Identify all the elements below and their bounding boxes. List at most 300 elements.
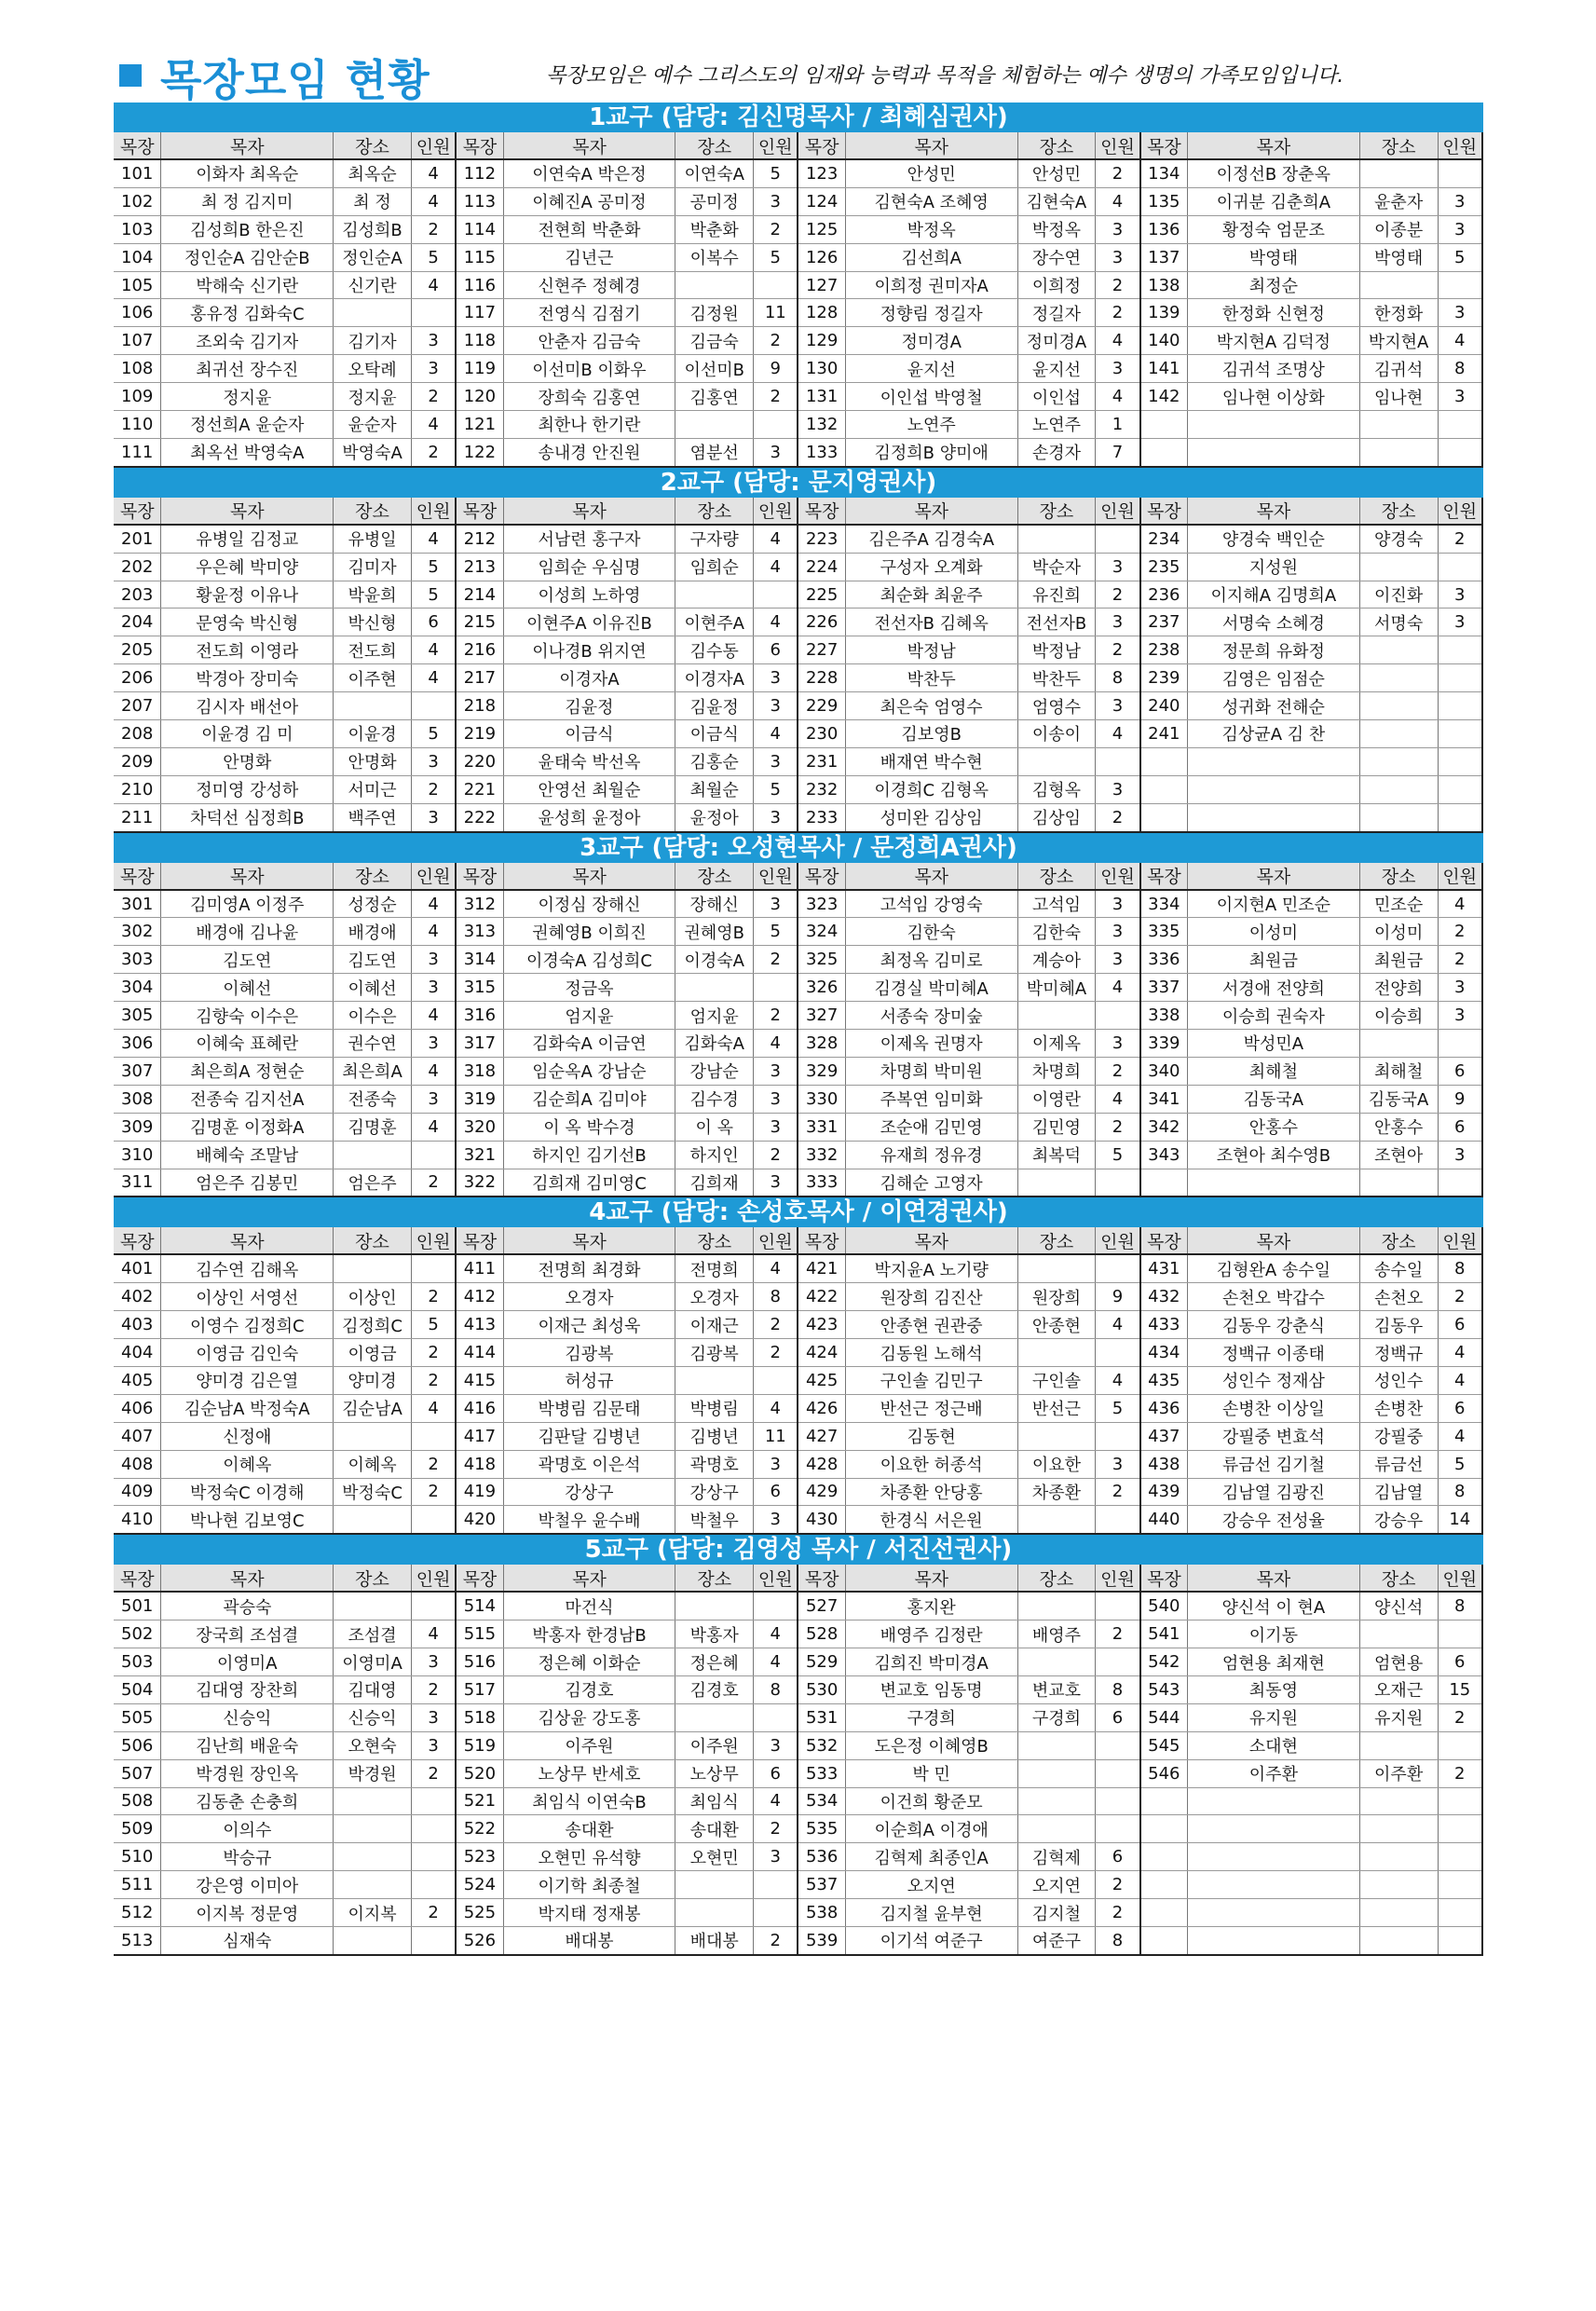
cell-meeting-place: 이영금 [334, 1339, 412, 1367]
cell-meeting-place: 정지윤 [334, 383, 412, 411]
cell-group-number: 315 [456, 974, 503, 1002]
cell-member-count [1438, 553, 1482, 581]
cell-member-count: 4 [754, 720, 798, 748]
cell-leaders: 이요한 허종석 [845, 1450, 1017, 1478]
cell-leaders: 곽명호 이은석 [503, 1450, 675, 1478]
cell-group-number: 141 [1140, 355, 1188, 383]
cell-group-number: 212 [456, 525, 503, 553]
district-banner: 2교구 (담당: 문지영권사) [114, 468, 1483, 498]
cell-group-number: 139 [1140, 299, 1188, 327]
cell-member-count: 4 [1438, 1339, 1482, 1367]
cell-leaders: 김순남A 박정숙A [161, 1394, 334, 1422]
cell-group-number: 533 [798, 1759, 845, 1787]
cell-meeting-place: 김남열 [1359, 1478, 1438, 1506]
cell-leaders: 황정숙 엄문조 [1188, 215, 1360, 243]
cell-group-number: 408 [114, 1450, 161, 1478]
cell-group-number: 312 [456, 890, 503, 918]
cell-group-number: 113 [456, 187, 503, 215]
cell-leaders: 최은희A 정현순 [161, 1057, 334, 1085]
cell-group-number: 531 [798, 1703, 845, 1731]
cell-group-number: 122 [456, 438, 503, 466]
cell-member-count [1438, 636, 1482, 664]
cell-leaders: 정백규 이종태 [1188, 1339, 1360, 1367]
header-cell-group-no: 목장 [1140, 498, 1188, 525]
cell-leaders: 윤성희 윤정아 [503, 803, 675, 831]
cell-group-number: 504 [114, 1675, 161, 1703]
cell-meeting-place: 반선근 [1017, 1394, 1096, 1422]
cell-group-number: 239 [1140, 664, 1188, 692]
cell-member-count: 4 [1096, 1366, 1140, 1394]
header-cell-leader: 목자 [503, 1227, 675, 1254]
cell-leaders: 박지윤A 노기량 [845, 1254, 1017, 1282]
header-cell-place: 장소 [334, 863, 412, 890]
cell-leaders: 변교호 임동명 [845, 1675, 1017, 1703]
cell-leaders: 김귀석 조명상 [1188, 355, 1360, 383]
header-cell-group-no: 목장 [798, 132, 845, 159]
cell-group-number [1140, 803, 1188, 831]
cell-member-count: 5 [411, 553, 456, 581]
cell-member-count: 5 [1096, 1141, 1140, 1169]
table-row [114, 946, 1482, 974]
cell-leaders: 송내경 안진원 [503, 438, 675, 466]
cell-member-count: 2 [411, 1675, 456, 1703]
cell-group-number: 311 [114, 1169, 161, 1197]
cell-group-number [1140, 775, 1188, 803]
cell-group-number: 515 [456, 1620, 503, 1648]
cell-meeting-place: 박윤희 [334, 581, 412, 609]
header-cell-count: 인원 [1096, 498, 1140, 525]
cell-member-count: 2 [411, 438, 456, 466]
cell-meeting-place: 정인순A [334, 243, 412, 271]
cell-group-number: 336 [1140, 946, 1188, 974]
cell-member-count: 4 [1438, 890, 1482, 918]
cell-leaders: 최귀선 장수진 [161, 355, 334, 383]
table-row [114, 1113, 1482, 1141]
cell-meeting-place [1359, 1169, 1438, 1197]
cell-meeting-place: 김수경 [675, 1085, 754, 1113]
cell-group-number: 428 [798, 1450, 845, 1478]
district-table [114, 863, 1483, 1198]
cell-leaders: 김판달 김병년 [503, 1422, 675, 1450]
cell-member-count: 14 [1438, 1506, 1482, 1534]
cell-leaders: 이나경B 위지연 [503, 636, 675, 664]
table-row [114, 1620, 1482, 1648]
header-cell-group-no: 목장 [798, 1227, 845, 1254]
cell-group-number: 341 [1140, 1085, 1188, 1113]
cell-leaders: 이승희 권숙자 [1188, 1002, 1360, 1030]
cell-meeting-place: 김기자 [334, 327, 412, 355]
cell-meeting-place: 서명숙 [1359, 609, 1438, 636]
cell-leaders: 정미영 강성하 [161, 775, 334, 803]
cell-member-count: 8 [1096, 1926, 1140, 1954]
header-cell-leader: 목자 [1188, 132, 1360, 159]
cell-group-number: 118 [456, 327, 503, 355]
table-header-row [114, 863, 1482, 890]
cell-group-number: 432 [1140, 1283, 1188, 1311]
cell-group-number [1140, 1899, 1188, 1927]
cell-group-number: 327 [798, 1002, 845, 1030]
cell-leaders: 정선희A 윤순자 [161, 411, 334, 439]
table-header-row [114, 1227, 1482, 1254]
cell-meeting-place [675, 1899, 754, 1927]
cell-leaders: 이영금 김인숙 [161, 1339, 334, 1367]
cell-meeting-place: 김경호 [675, 1675, 754, 1703]
cell-meeting-place: 송수일 [1359, 1254, 1438, 1282]
cell-member-count: 4 [1096, 187, 1140, 215]
cell-leaders: 하지인 김기선B [503, 1141, 675, 1169]
cell-member-count: 4 [411, 271, 456, 299]
cell-meeting-place: 오재근 [1359, 1675, 1438, 1703]
cell-leaders: 이윤경 김 미 [161, 720, 334, 748]
cell-meeting-place: 이경숙A [675, 946, 754, 974]
cell-leaders: 성인수 정재삼 [1188, 1366, 1360, 1394]
cell-group-number: 107 [114, 327, 161, 355]
cell-member-count: 3 [1096, 946, 1140, 974]
cell-member-count: 2 [411, 1283, 456, 1311]
cell-meeting-place: 최은희A [334, 1057, 412, 1085]
cell-group-number: 213 [456, 553, 503, 581]
cell-leaders: 김경실 박미혜A [845, 974, 1017, 1002]
cell-meeting-place: 박영숙A [334, 438, 412, 466]
cell-meeting-place: 이주현 [334, 664, 412, 692]
cell-group-number: 528 [798, 1620, 845, 1648]
cell-member-count: 4 [1096, 1311, 1140, 1339]
cell-meeting-place: 배영주 [1017, 1620, 1096, 1648]
cell-group-number: 534 [798, 1787, 845, 1815]
cell-leaders: 김미영A 이정주 [161, 890, 334, 918]
cell-group-number: 306 [114, 1030, 161, 1058]
cell-leaders: 배혜숙 조말남 [161, 1141, 334, 1169]
cell-leaders: 임나현 이상화 [1188, 383, 1360, 411]
header-cell-group-no: 목장 [798, 498, 845, 525]
table-row [114, 525, 1482, 553]
cell-group-number: 320 [456, 1113, 503, 1141]
cell-leaders: 박경아 장미숙 [161, 664, 334, 692]
table-row [114, 974, 1482, 1002]
cell-group-number: 440 [1140, 1506, 1188, 1534]
header-cell-place: 장소 [1359, 132, 1438, 159]
cell-member-count [1438, 803, 1482, 831]
cell-leaders: 정미경A [845, 327, 1017, 355]
cell-member-count: 4 [411, 664, 456, 692]
cell-meeting-place: 이인섭 [1017, 383, 1096, 411]
cell-group-number: 319 [456, 1085, 503, 1113]
header-cell-place: 장소 [1017, 1227, 1096, 1254]
table-row [114, 609, 1482, 636]
cell-leaders: 김현숙A 조혜영 [845, 187, 1017, 215]
header-cell-count: 인원 [1096, 1227, 1140, 1254]
cell-member-count: 3 [411, 747, 456, 775]
cell-member-count [1438, 1731, 1482, 1759]
cell-member-count: 9 [1096, 1283, 1140, 1311]
cell-meeting-place: 윤지선 [1017, 355, 1096, 383]
document-page [114, 48, 1483, 1956]
cell-group-number: 521 [456, 1787, 503, 1815]
cell-meeting-place: 양신석 [1359, 1592, 1438, 1620]
cell-meeting-place [1017, 1169, 1096, 1197]
header-cell-place: 장소 [334, 1227, 412, 1254]
cell-group-number: 539 [798, 1926, 845, 1954]
cell-leaders: 한경식 서은원 [845, 1506, 1017, 1534]
cell-member-count: 3 [1438, 1002, 1482, 1030]
header-cell-count: 인원 [1438, 1565, 1482, 1592]
cell-member-count: 3 [1096, 918, 1140, 946]
cell-leaders: 박찬두 [845, 664, 1017, 692]
cell-group-number: 120 [456, 383, 503, 411]
cell-meeting-place: 이수은 [334, 1002, 412, 1030]
cell-member-count [1096, 1169, 1140, 1197]
cell-leaders: 배대봉 [503, 1926, 675, 1954]
cell-meeting-place: 이성미 [1359, 918, 1438, 946]
cell-member-count: 4 [411, 636, 456, 664]
cell-leaders: 김난희 배윤숙 [161, 1731, 334, 1759]
cell-leaders: 김한숙 [845, 918, 1017, 946]
cell-leaders: 이기학 최종철 [503, 1871, 675, 1899]
cell-member-count [1438, 692, 1482, 720]
cell-member-count: 4 [754, 1787, 798, 1815]
table-row [114, 1366, 1482, 1394]
cell-group-number: 221 [456, 775, 503, 803]
cell-member-count: 2 [1096, 1871, 1140, 1899]
cell-member-count: 3 [1096, 775, 1140, 803]
header-cell-group-no: 목장 [798, 1565, 845, 1592]
cell-leaders: 김희진 박미경A [845, 1648, 1017, 1676]
cell-meeting-place [334, 692, 412, 720]
cell-meeting-place: 장해신 [675, 890, 754, 918]
table-row [114, 243, 1482, 271]
cell-meeting-place: 김광복 [675, 1339, 754, 1367]
cell-meeting-place: 이송이 [1017, 720, 1096, 748]
cell-meeting-place: 정백규 [1359, 1339, 1438, 1367]
cell-member-count [1438, 1926, 1482, 1954]
district-banner: 4교구 (담당: 손성호목사 / 이연경권사) [114, 1197, 1483, 1227]
cell-group-number: 331 [798, 1113, 845, 1141]
cell-leaders: 한정화 신현정 [1188, 299, 1360, 327]
cell-group-number: 131 [798, 383, 845, 411]
cell-meeting-place [334, 1926, 412, 1954]
cell-meeting-place: 박홍자 [675, 1620, 754, 1648]
cell-meeting-place [1359, 636, 1438, 664]
cell-group-number: 419 [456, 1478, 503, 1506]
cell-meeting-place: 오현민 [675, 1843, 754, 1871]
cell-group-number: 340 [1140, 1057, 1188, 1085]
cell-meeting-place [1359, 692, 1438, 720]
cell-group-number: 503 [114, 1648, 161, 1676]
cell-member-count: 4 [1096, 383, 1140, 411]
header-cell-place: 장소 [675, 132, 754, 159]
cell-leaders: 신정애 [161, 1422, 334, 1450]
header-cell-count: 인원 [754, 498, 798, 525]
document-header [114, 48, 1483, 103]
cell-member-count: 2 [411, 1366, 456, 1394]
header-cell-group-no: 목장 [1140, 1565, 1188, 1592]
cell-group-number: 435 [1140, 1366, 1188, 1394]
header-cell-place: 장소 [334, 498, 412, 525]
cell-meeting-place [1359, 1620, 1438, 1648]
cell-leaders: 박정숙C 이경해 [161, 1478, 334, 1506]
cell-member-count: 5 [411, 720, 456, 748]
cell-leaders: 김순희A 김미야 [503, 1085, 675, 1113]
table-row [114, 187, 1482, 215]
cell-meeting-place: 김화숙A [675, 1030, 754, 1058]
cell-group-number: 235 [1140, 553, 1188, 581]
cell-member-count: 11 [754, 299, 798, 327]
cell-member-count: 5 [411, 581, 456, 609]
cell-meeting-place [1017, 1254, 1096, 1282]
cell-leaders: 윤태숙 박선옥 [503, 747, 675, 775]
header-cell-leader: 목자 [1188, 1565, 1360, 1592]
cell-meeting-place: 이 옥 [675, 1113, 754, 1141]
cell-member-count [1096, 1815, 1140, 1843]
cell-member-count: 2 [1096, 1113, 1140, 1141]
cell-leaders: 구경희 [845, 1703, 1017, 1731]
table-row [114, 1675, 1482, 1703]
cell-member-count: 2 [1438, 1283, 1482, 1311]
table-row [114, 720, 1482, 748]
cell-group-number: 535 [798, 1815, 845, 1843]
cell-meeting-place: 박철우 [675, 1506, 754, 1534]
district-table [114, 132, 1483, 468]
cell-group-number: 338 [1140, 1002, 1188, 1030]
cell-leaders [1188, 1787, 1360, 1815]
header-cell-leader: 목자 [845, 132, 1017, 159]
table-header-row [114, 498, 1482, 525]
cell-group-number [1140, 1843, 1188, 1871]
cell-meeting-place: 이금식 [675, 720, 754, 748]
cell-meeting-place: 윤춘자 [1359, 187, 1438, 215]
cell-leaders: 이재근 최성욱 [503, 1311, 675, 1339]
cell-group-number: 413 [456, 1311, 503, 1339]
header-cell-group-no: 목장 [456, 863, 503, 890]
table-row [114, 581, 1482, 609]
cell-leaders: 김동현 [845, 1422, 1017, 1450]
cell-leaders: 이영수 김정희C [161, 1311, 334, 1339]
cell-member-count: 4 [411, 1113, 456, 1141]
cell-leaders: 구성자 오계화 [845, 553, 1017, 581]
cell-meeting-place [334, 1843, 412, 1871]
cell-group-number: 206 [114, 664, 161, 692]
cell-group-number: 326 [798, 974, 845, 1002]
cell-meeting-place: 양경숙 [1359, 525, 1438, 553]
cell-group-number: 220 [456, 747, 503, 775]
cell-member-count: 3 [1438, 215, 1482, 243]
cell-meeting-place: 이종분 [1359, 215, 1438, 243]
table-row [114, 355, 1482, 383]
table-row [114, 1843, 1482, 1871]
cell-meeting-place: 최월순 [675, 775, 754, 803]
cell-meeting-place [1017, 1422, 1096, 1450]
cell-meeting-place: 김금숙 [675, 327, 754, 355]
cell-member-count: 9 [754, 355, 798, 383]
cell-member-count: 3 [1096, 609, 1140, 636]
cell-leaders: 최은숙 엄영수 [845, 692, 1017, 720]
cell-leaders: 오경자 [503, 1283, 675, 1311]
cell-meeting-place: 손천오 [1359, 1283, 1438, 1311]
header-cell-group-no: 목장 [456, 1227, 503, 1254]
cell-group-number: 313 [456, 918, 503, 946]
cell-leaders: 김영은 임점순 [1188, 664, 1360, 692]
header-cell-leader: 목자 [845, 498, 1017, 525]
cell-leaders: 김동우 강춘식 [1188, 1311, 1360, 1339]
cell-meeting-place [1359, 775, 1438, 803]
cell-meeting-place [1359, 720, 1438, 748]
cell-member-count [1438, 1787, 1482, 1815]
cell-meeting-place: 안명화 [334, 747, 412, 775]
cell-leaders: 조현아 최수영B [1188, 1141, 1360, 1169]
cell-leaders: 전도희 이영라 [161, 636, 334, 664]
cell-group-number: 402 [114, 1283, 161, 1311]
cell-group-number: 518 [456, 1703, 503, 1731]
cell-leaders: 오현민 유석향 [503, 1843, 675, 1871]
cell-member-count: 2 [754, 327, 798, 355]
cell-member-count [411, 1843, 456, 1871]
cell-leaders: 손병찬 이상일 [1188, 1394, 1360, 1422]
cell-leaders [1188, 1815, 1360, 1843]
title-bullet-square [119, 64, 142, 87]
cell-group-number: 108 [114, 355, 161, 383]
cell-member-count [1096, 1787, 1140, 1815]
cell-group-number: 102 [114, 187, 161, 215]
cell-meeting-place: 윤정아 [675, 803, 754, 831]
cell-group-number: 404 [114, 1339, 161, 1367]
header-cell-place: 장소 [675, 1227, 754, 1254]
cell-member-count [754, 1592, 798, 1620]
cell-group-number: 129 [798, 327, 845, 355]
cell-group-number: 230 [798, 720, 845, 748]
cell-group-number: 110 [114, 411, 161, 439]
cell-meeting-place: 박영태 [1359, 243, 1438, 271]
cell-meeting-place [334, 1815, 412, 1843]
cell-meeting-place: 김상임 [1017, 803, 1096, 831]
header-cell-count: 인원 [411, 863, 456, 890]
cell-member-count [1096, 1759, 1140, 1787]
cell-meeting-place: 김미자 [334, 553, 412, 581]
cell-meeting-place: 최복덕 [1017, 1141, 1096, 1169]
cell-meeting-place: 김순남A [334, 1394, 412, 1422]
cell-member-count: 2 [1096, 299, 1140, 327]
header-cell-count: 인원 [411, 1565, 456, 1592]
cell-leaders: 이현주A 이유진B [503, 609, 675, 636]
cell-group-number [1140, 1169, 1188, 1197]
table-row [114, 1394, 1482, 1422]
table-row [114, 1899, 1482, 1927]
cell-meeting-place: 전선자B [1017, 609, 1096, 636]
cell-group-number: 240 [1140, 692, 1188, 720]
cell-group-number: 422 [798, 1283, 845, 1311]
cell-meeting-place: 정미경A [1017, 327, 1096, 355]
cell-leaders: 황윤정 이유나 [161, 581, 334, 609]
header-cell-leader: 목자 [161, 498, 334, 525]
cell-group-number: 322 [456, 1169, 503, 1197]
cell-leaders: 배재연 박수현 [845, 747, 1017, 775]
cell-leaders: 강상구 [503, 1478, 675, 1506]
cell-meeting-place: 이승희 [1359, 1002, 1438, 1030]
cell-group-number: 434 [1140, 1339, 1188, 1367]
cell-meeting-place: 전도희 [334, 636, 412, 664]
cell-member-count: 3 [1096, 890, 1140, 918]
cell-meeting-place: 노연주 [1017, 411, 1096, 439]
cell-member-count: 3 [411, 1030, 456, 1058]
cell-group-number: 542 [1140, 1648, 1188, 1676]
cell-group-number: 527 [798, 1592, 845, 1620]
cell-member-count [754, 1899, 798, 1927]
cell-group-number: 227 [798, 636, 845, 664]
cell-group-number: 416 [456, 1394, 503, 1422]
cell-group-number: 307 [114, 1057, 161, 1085]
cell-meeting-place [675, 271, 754, 299]
cell-leaders: 정향림 정길자 [845, 299, 1017, 327]
cell-meeting-place: 이현주A [675, 609, 754, 636]
